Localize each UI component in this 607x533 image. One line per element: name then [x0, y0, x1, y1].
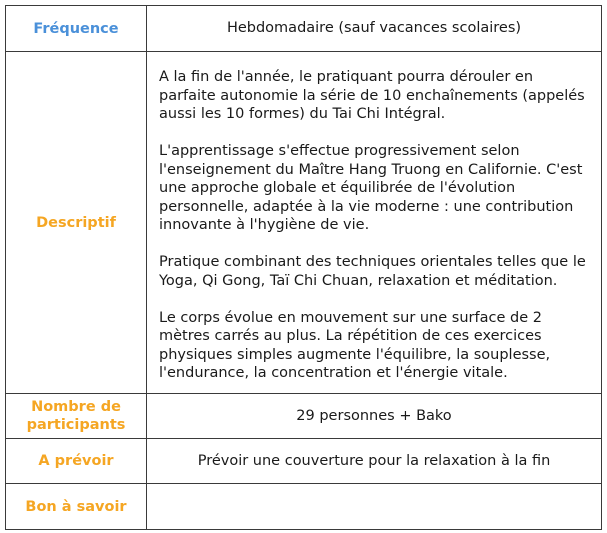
a-prevoir-label: [6, 439, 147, 484]
a-prevoir-value: Prévoir une couverture pour la relaxation à la fin: [147, 439, 602, 484]
participants-label-line1: Nombre de: [31, 399, 121, 415]
info-table: [5, 5, 602, 530]
participants-value: 29 personnes + Bako: [147, 394, 602, 439]
frequence-label: [6, 6, 147, 52]
bon-a-savoir-label: [6, 484, 147, 530]
bon-a-savoir-value: [147, 484, 602, 530]
table-row-frequence: [6, 6, 602, 52]
descriptif-label: [6, 52, 147, 394]
a-prevoir-label-text: A prévoir: [38, 453, 114, 469]
table-row-bon-a-savoir: [6, 484, 602, 530]
descriptif-paragraph-1: A la fin de l'année, le pratiquant pourra dérouler en parfaite autonomie la série de 10 enchaînements (appelés aussi les 10 formes) du Tai Chi Intégral.: [159, 69, 585, 123]
frequence-label-text: Fréquence: [33, 20, 119, 37]
frequence-value: Hebdomadaire (sauf vacances scolaires): [147, 6, 602, 52]
table-row-participants: [6, 394, 602, 439]
bon-a-savoir-label-text: Bon à savoir: [25, 498, 127, 515]
descriptif-paragraph-4: Le corps évolue en mouvement sur une surface de 2 mètres carrés au plus. La répétition de ces exercices physiques simples augmente l'équilibre, la souplesse, l'endurance, la concentration et l'énergie vitale.: [159, 309, 551, 382]
table-row-a-prevoir: [6, 439, 602, 484]
table-row-descriptif: [6, 52, 602, 394]
descriptif-value: [147, 52, 602, 394]
descriptif-paragraph-2: L'apprentissage s'effectue progressivement selon l'enseignement du Maître Hang Truong en Californie. C'est une approche globale et équilibrée de l'évolution personnelle, adaptée à la vie moderne : une contribution innovante à l'hygiène de vie.: [159, 143, 583, 234]
descriptif-paragraph-3: Pratique combinant des techniques orientales telles que le Yoga, Qi Gong, Taï Chi Chuan, relaxation et méditation.: [159, 254, 586, 289]
participants-label-line2: participants: [26, 417, 126, 433]
descriptif-label-text: Descriptif: [36, 214, 116, 231]
descriptif-text-block: [147, 62, 601, 383]
participants-label: [6, 394, 147, 439]
